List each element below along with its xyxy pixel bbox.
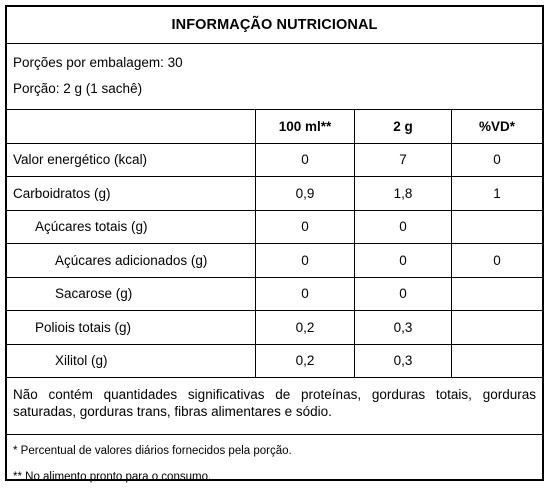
row-sucrose-daily-value — [451, 278, 542, 312]
portions-per-package: Porções por embalagem: 30 — [13, 55, 183, 70]
row-added-sugars-per-100ml: 0 — [255, 244, 354, 278]
row-xylitol-per-100ml: 0,2 — [255, 345, 354, 379]
row-sucrose-per-portion: 0 — [354, 278, 451, 312]
row-carbohydrates-daily-value: 1 — [451, 177, 542, 211]
row-energy-per-portion: 7 — [354, 144, 451, 178]
row-total-sugars-per-portion: 0 — [354, 211, 451, 245]
footnotes — [7, 438, 542, 490]
header-label-cell — [7, 110, 255, 144]
row-added-sugars-per-portion: 0 — [354, 244, 451, 278]
row-energy-per-100ml: 0 — [255, 144, 354, 178]
row-label-total-polyols: Poliois totais (g) — [7, 311, 255, 345]
header-per-100ml: 100 ml** — [255, 110, 354, 144]
row-xylitol-per-portion: 0,3 — [354, 345, 451, 379]
row-energy-daily-value: 0 — [451, 144, 542, 178]
row-xylitol-daily-value — [451, 345, 542, 379]
portion-size: Porção: 2 g (1 sachê) — [13, 81, 143, 96]
row-label-total-sugars: Açúcares totais (g) — [7, 211, 255, 245]
row-total-polyols-per-100ml: 0,2 — [255, 311, 354, 345]
header-daily-value: %VD* — [451, 110, 542, 144]
row-total-sugars-daily-value — [451, 211, 542, 245]
row-label-energy: Valor energético (kcal) — [7, 144, 255, 178]
nutrition-facts-panel — [5, 5, 544, 481]
nutrient-disclaimer: Não contém quantidades significativas de proteínas, gorduras totais, gorduras saturadas, gorduras trans, fibras alimentares e sódio. — [7, 378, 542, 435]
footnote-ready-to-consume: ** No alimento pronto para o consumo. — [13, 471, 212, 483]
row-added-sugars-daily-value: 0 — [451, 244, 542, 278]
nutrition-table — [7, 110, 542, 378]
row-label-carbohydrates: Carboidratos (g) — [7, 177, 255, 211]
row-label-sucrose: Sacarose (g) — [7, 278, 255, 312]
portion-info — [7, 44, 542, 110]
header-per-portion: 2 g — [354, 110, 451, 144]
row-total-polyols-per-portion: 0,3 — [354, 311, 451, 345]
row-total-polyols-daily-value — [451, 311, 542, 345]
footnote-daily-value: * Percentual de valores diários fornecidos pela porção. — [13, 445, 292, 457]
row-carbohydrates-per-portion: 1,8 — [354, 177, 451, 211]
row-label-xylitol: Xilitol (g) — [7, 345, 255, 379]
row-sucrose-per-100ml: 0 — [255, 278, 354, 312]
row-carbohydrates-per-100ml: 0,9 — [255, 177, 354, 211]
panel-title: INFORMAÇÃO NUTRICIONAL — [7, 7, 542, 44]
row-total-sugars-per-100ml: 0 — [255, 211, 354, 245]
row-label-added-sugars: Açúcares adicionados (g) — [7, 244, 255, 278]
